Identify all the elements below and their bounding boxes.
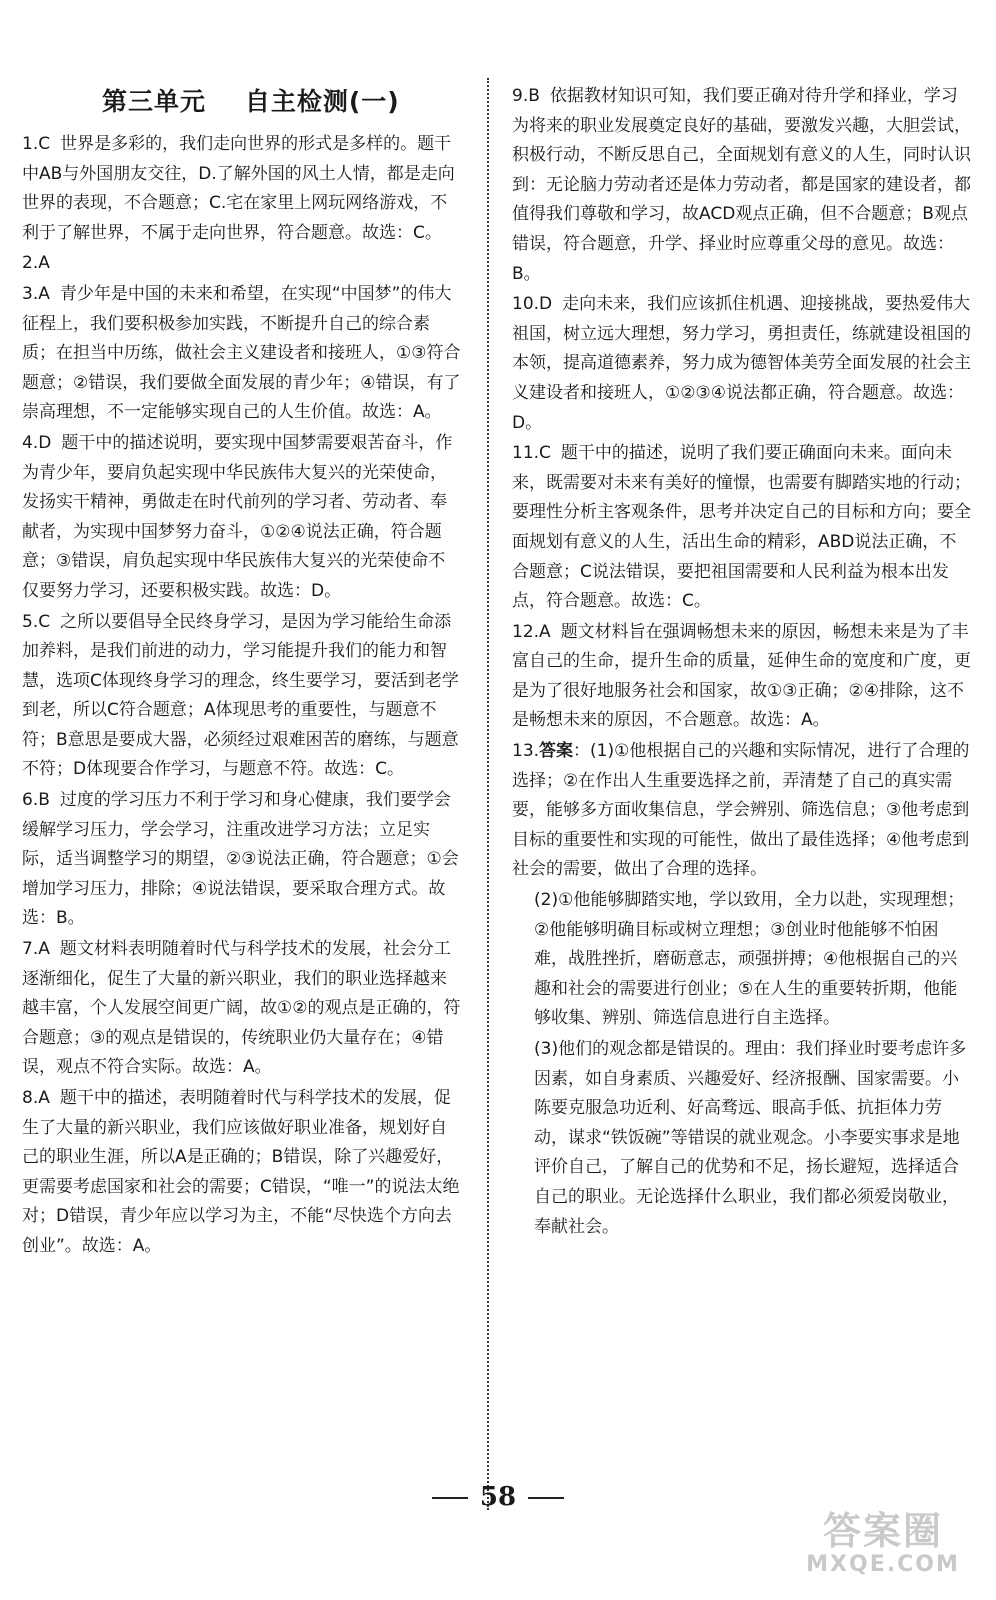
question-number: 8. [22,1088,39,1108]
answer-key: A [38,1088,50,1108]
answer-item [22,608,462,786]
answer-key: D [539,294,553,315]
answer-explanation: 题干中的描述说明，要实现中国梦需要艰苦奋斗，作为青少年，要肩负起实现中华民族伟大复兴的光荣使命，发扬实干精神，勇做走在时代前列的学习者、劳动者、奉献者，为实现中国梦努力奋斗，①②④说法正确，符合题意；③错误，肩负起实现中华民族伟大复兴的光荣使命不仅要努力学习，还要积极实践。故选：D。 [22,432,453,601]
question-number: 4. [22,432,39,453]
question-number: 12. [512,621,540,642]
answer-explanation: 之所以要倡导全民终身学习，是因为学习能给生命添加养料，是我们前进的动力，学习能提升我们的能力和智慧，选项C体现终身学习的理念，终生要学习，要活到老学到老，所以C符合题意；A体现思考的重要性，与题意不符；B意思是要成大器，必须经过艰难困苦的磨练，与题意不符；D体现要合作学习，与题意不符。故选：C。 [22,611,459,780]
answer-explanation: 题文材料旨在强调畅想未来的原因，畅想未来是为了丰富自己的生命，提升生命的质量，延伸生命的宽度和广度，更是为了很好地服务社会和国家，故①③正确；②④排除，这不是畅想未来的原因，不合题意。故选：A。 [512,621,971,731]
question-number: 1. [22,134,39,154]
question-number: 13. [512,741,540,762]
question-number: 3. [22,283,39,304]
answer-item [512,82,972,289]
answer-explanation: 题文材料表明随着时代与科学技术的发展，社会分工逐渐细化，促生了大量的新兴职业，我们的职业选择越来越丰富，个人发展空间更广阔，故①②的观点是正确的，符合题意；③的观点是错误的，传统职业仍大量存在；④错误，观点不符合实际。故选：A。 [22,939,461,1078]
answer-explanation: 依据教材知识可知，我们要正确对待升学和择业，学习为将来的职业发展奠定良好的基础，要激发兴趣，大胆尝试，积极行动，不断反思自己，全面规划有意义的人生，同时认识到：无论脑力劳动者还是体力劳动者，都是国家的建设者，都值得我们尊敬和学习，故ACD观点正确，但不合题意；B观点错误，符合题意，升学、择业时应尊重父母的意见。故选：B。 [512,86,971,284]
answer-key: C [38,611,51,632]
right-column [512,82,972,1243]
answer-explanation: 走向未来，我们应该抓住机遇、迎接挑战，要热爱伟大祖国，树立远大理想，努力学习，勇担责任，练就建设祖国的本领，提高道德素养，努力成为德智体美劳全面发展的社会主义建设者和接班人，①②③④说法都正确，符合题意。故选：D。 [512,294,971,433]
answer-key: B [38,790,50,811]
answer-explanation: 世界是多彩的，我们走向世界的形式是多样的。题干中AB与外国朋友交往，D.了解外国的风土人情，都是走向世界的表现，不合题意；C.宅在家里上网玩网络游戏，不利于了解世界，不属于走向世界，符合题意。故选：C。 [22,134,455,243]
answer-key: A [38,939,50,960]
question-number: 11. [512,443,540,464]
answer-item [512,439,972,617]
watermark-cn: 答案圈 [822,1509,943,1553]
answer-item [22,249,462,279]
answer-key: C [38,134,51,154]
q13-part1: ：(1)①他根据自己的兴趣和实际情况，进行了合理的选择；②在作出人生重要选择之前，弄清楚了自己的真实需要，能够多方面收集信息，学会辨别、筛选信息；③他考虑到目标的重要性和实现的可能性，做出了最佳选择；④他考虑到社会的需要，做出了合理的选择。 [512,741,970,880]
answer-key: A [38,283,50,304]
answer-item [22,280,462,428]
answer-explanation: 青少年是中国的未来和希望，在实现“中国梦”的伟大征程上，我们要积极参加实践，不断提升自己的综合素质；在担当中历练，做社会主义建设者和接班人，①③符合题意；②错误，我们要做全面发展的青少年；④错误，有了崇高理想，不一定能够实现自己的人生价值。故选：A。 [22,283,461,423]
answer-item [512,618,972,736]
answer-item [22,429,462,607]
page-number-value: 58 [479,1482,517,1512]
question-number: 10. [512,294,540,315]
answer-item [22,935,462,1083]
question-number: 5. [22,611,39,632]
answer-label: 答案 [539,741,574,762]
section-title: 第三单元 自主检测(一) [102,87,400,116]
answer-explanation: 题干中的描述，说明了我们要正确面向未来。面向未来，既需要对未来有美好的憧憬，也需要有脚踏实地的行动；要理性分析主客观条件，思考并决定自己的目标和方向；要全面规划有意义的人生，活出生命的精彩，ABD说法正确，不合题意；C说法错误，要把祖国需要和人民利益为根本出发点，符合题意。故选：C。 [512,443,971,612]
question-number: 7. [22,939,39,960]
answer-explanation: 过度的学习压力不利于学习和身心健康，我们要学会缓解学习压力，学会学习，注重改进学习方法；立足实际，适当调整学习的期望，②③说法正确，符合题意；①会增加学习压力，排除；④说法错误，要采取合理方式。故选：B。 [22,790,459,929]
question-number: 9. [512,86,529,106]
answer-key: C [539,443,551,464]
answer-key: A [38,253,50,274]
watermark-logo [788,1504,978,1584]
question-number: 2. [22,253,39,274]
page-number-dash-left [432,1497,468,1499]
answer-item [22,1084,462,1262]
watermark-en: MXQE.COM [806,1552,960,1577]
q13-part2: (2)①他能够脚踏实地，学以致用，全力以赴，实现理想；②他能够明确目标或树立理想；③创业时他能够不怕困难，战胜挫折，磨砺意志，顽强拼搏；④他根据自己的兴趣和社会的需要进行创业；⑤在人生的重要转折期，他能够收集、辨别、筛选信息进行自主选择。 [534,890,965,1029]
question-number: 6. [22,790,39,811]
answer-key: D [38,432,52,453]
answer-key: B [528,86,540,106]
answer-item [22,786,462,934]
page-number-dash-right [528,1497,564,1499]
left-column [22,82,462,1263]
answer-item [22,130,462,248]
q13-part3: (3)他们的观念都是错误的。理由：我们择业时要考虑许多因素，如自身素质、兴趣爱好、经济报酬、国家需要。小陈要克服急功近利、好高骛远、眼高手低、抗拒体力劳动，谋求“铁饭碗”等错误的就业观念。小李要实事求是地评价自己，了解自己的优势和不足，扬长避短，选择适合自己的职业。无论选择什么职业，我们都必须爱岗敬业，奉献社会。 [534,1039,967,1237]
answer-item-q13 [512,737,972,885]
answer-explanation: 题干中的描述，表明随着时代与科学技术的发展，促生了大量的新兴职业，我们应该做好职业准备，规划好自己的职业生涯，所以A是正确的；B错误，除了兴趣爱好，更需要考虑国家和社会的需要；C错误，“唯一”的说法太绝对；D错误，青少年应以学习为主，不能“尽快选个方向去创业”。故选：A。 [22,1088,460,1256]
answer-key: A [539,621,551,642]
column-divider [487,78,489,1510]
answer-item [512,290,972,438]
